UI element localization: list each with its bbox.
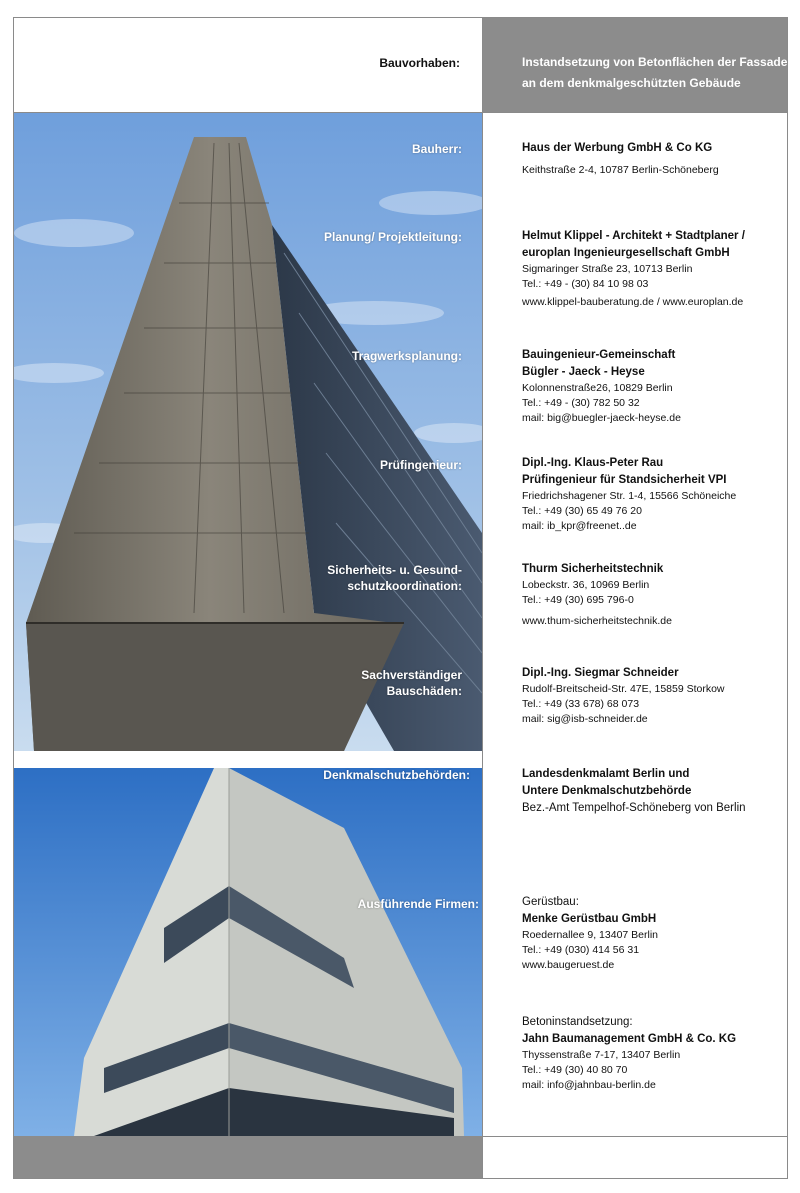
entry-betoninstandsetzung	[522, 1014, 784, 1093]
header-divider	[14, 112, 787, 113]
entry-line: Rudolf-Breitscheid-Str. 47E, 15859 Storkow	[522, 683, 725, 695]
entry-web[interactable]: www.baugeruest.de	[522, 959, 615, 971]
entry-name: Haus der Werbung GmbH & Co KG	[522, 142, 713, 154]
entry-line: Tel.: +49 (30) 65 49 76 20	[522, 505, 642, 517]
entry-name: Thurm Sicherheitstechnik	[522, 563, 664, 575]
entry-bauherr	[522, 140, 784, 178]
entry-tragwerk	[522, 347, 784, 426]
entry-line: Bez.-Amt Tempelhof-Schöneberg von Berlin	[522, 802, 746, 814]
label-line: schutzkoordination:	[347, 579, 462, 593]
label-line: Bauschäden:	[386, 684, 462, 698]
entry-line: Keithstraße 2-4, 10787 Berlin-Schöneberg	[522, 164, 719, 176]
entry-line: Thyssenstraße 7-17, 13407 Berlin	[522, 1049, 681, 1061]
entry-heading: Gerüstbau:	[522, 896, 579, 908]
label-firmen: Ausführende Firmen:	[357, 897, 479, 911]
entry-name: Untere Denkmalschutzbehörde	[522, 785, 692, 797]
label-line: Sicherheits- u. Gesund-	[327, 563, 462, 577]
footer-divider	[482, 1136, 787, 1137]
entry-line: Roedernallee 9, 13407 Berlin	[522, 929, 659, 941]
entry-name: Bauingenieur-Gemeinschaft	[522, 349, 676, 361]
label-pruef: Prüfingenieur:	[379, 458, 462, 472]
entry-line: Tel.: +49 (33 678) 68 073	[522, 698, 640, 710]
entry-name: Landesdenkmalamt Berlin und	[522, 768, 690, 780]
label-planung: Planung/ Projektleitung:	[323, 230, 462, 244]
bauvorhaben-label: Bauvorhaben:	[379, 56, 460, 70]
entry-sachverst	[522, 665, 784, 727]
column-divider	[482, 18, 483, 1178]
entry-name: europlan Ingenieurgesellschaft GmbH	[522, 247, 730, 259]
footer-band	[14, 1136, 482, 1178]
entry-name: Dipl.-Ing. Siegmar Schneider	[522, 667, 679, 679]
entry-mail[interactable]: mail: info@jahnbau-berlin.de	[522, 1079, 656, 1091]
entry-name: Prüfingenieur für Standsicherheit VPI	[522, 474, 727, 486]
entry-line: Tel.: +49 - (30) 782 50 32	[522, 397, 640, 409]
entry-denkmal	[522, 766, 784, 817]
entry-mail[interactable]: mail: sig@isb-schneider.de	[522, 713, 648, 725]
entry-line: Tel.: +49 (30) 695 796-0	[522, 594, 634, 606]
entry-name: Jahn Baumanagement GmbH & Co. KG	[522, 1033, 737, 1045]
entry-line: Tel.: +49 (030) 414 56 31	[522, 944, 640, 956]
entry-sicherheit	[522, 561, 784, 629]
entry-web[interactable]: www.klippel-bauberatung.de / www.europlan.de	[522, 296, 744, 308]
label-tragwerk: Tragwerksplanung:	[351, 349, 462, 363]
entry-line: Tel.: +49 - (30) 84 10 98 03	[522, 278, 649, 290]
label-sicherheit	[327, 562, 462, 594]
entry-geruestbau	[522, 894, 784, 973]
bauvorhaben-title	[522, 52, 787, 94]
title-line: Instandsetzung von Betonflächen der Fassade	[522, 55, 788, 69]
entry-web[interactable]: www.thum-sicherheitstechnik.de	[522, 615, 672, 627]
entry-name: Helmut Klippel - Architekt + Stadtplaner /	[522, 230, 745, 242]
entry-line: Kolonnenstraße26, 10829 Berlin	[522, 382, 673, 394]
label-line: Sachverständiger	[361, 668, 462, 682]
entry-mail[interactable]: mail: big@buegler-jaeck-heyse.de	[522, 412, 681, 424]
entry-line: Sigmaringer Straße 23, 10713 Berlin	[522, 263, 693, 275]
entry-pruef	[522, 455, 784, 534]
entry-line: Tel.: +49 (30) 40 80 70	[522, 1064, 628, 1076]
entry-mail[interactable]: mail: ib_kpr@freenet..de	[522, 520, 637, 532]
entry-line: Friedrichshagener Str. 1-4, 15566 Schöneiche	[522, 490, 737, 502]
label-sachverst	[361, 667, 462, 699]
entry-line: Lobeckstr. 36, 10969 Berlin	[522, 579, 650, 591]
tower-photo	[14, 113, 482, 751]
entry-name: Dipl.-Ing. Klaus-Peter Rau	[522, 457, 664, 469]
title-line: an dem denkmalgeschützten Gebäude	[522, 76, 741, 90]
entry-heading: Betoninstandsetzung:	[522, 1016, 633, 1028]
label-bauherr: Bauherr:	[411, 142, 462, 156]
entry-planung	[522, 228, 784, 310]
entry-name: Menke Gerüstbau GmbH	[522, 913, 657, 925]
entry-name: Bügler - Jaeck - Heyse	[522, 366, 645, 378]
building-photo	[14, 768, 482, 1136]
label-denkmal: Denkmalschutzbehörden:	[323, 768, 470, 782]
